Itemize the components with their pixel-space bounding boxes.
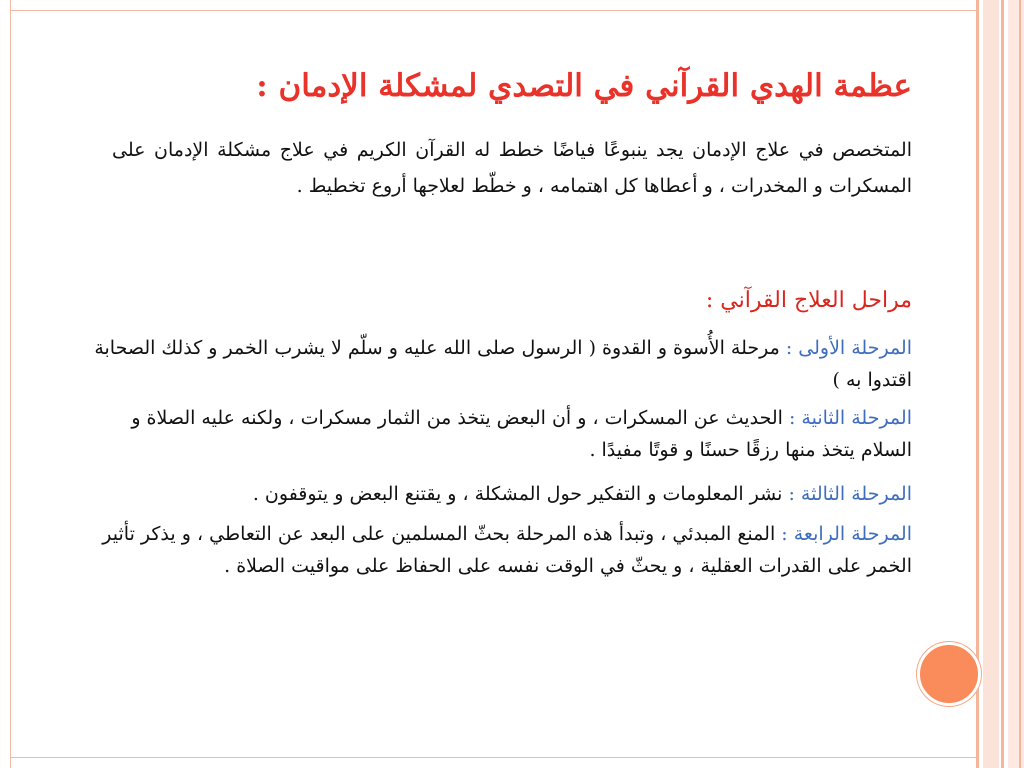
top-border-line: [10, 10, 976, 11]
intro-paragraph: المتخصص في علاج الإدمان يجد ينبوعًا فياضًا خطط له القرآن الكريم في علاج مشكلة الإدمان على المسكرات و المخدرات ، و أعطاها كل اهتمامه ، و خطّط لعلاجها أروع تخطيط .: [112, 139, 912, 197]
decor-stripe: [1019, 0, 1021, 768]
stage-label: المرحلة الرابعة :: [781, 523, 912, 545]
decor-stripe: [983, 0, 999, 768]
stages-heading: مراحل العلاج القرآني :: [705, 288, 912, 313]
stage-label: المرحلة الثالثة :: [788, 483, 912, 505]
decor-stripe: [1008, 0, 1024, 768]
stage-text: المنع المبدئي ، وتبدأ هذه المرحلة بحثّ المسلمين على البعد عن التعاطي ، و يذكر تأثير الخمر على القدرات العقلية ، و يحثّ في الوقت نفسه على الحفاظ على مواقيت الصلاة .: [102, 523, 912, 577]
stage-text: الحديث عن المسكرات ، و أن البعض يتخذ من الثمار مسكرات ، ولكنه عليه الصلاة و السلام يتخذ منها رزقًا حسنًا و قوتًا مفيدًا .: [131, 407, 912, 461]
stage-item: [82, 478, 912, 510]
stage-item: [82, 518, 912, 582]
stage-text: نشر المعلومات و التفكير حول المشكلة ، و يقتنع البعض و يتوقفون .: [252, 483, 783, 505]
stage-text: مرحلة الأُسوة و القدوة ( الرسول صلى الله عليه و سلّم لا يشرب الخمر و كذلك الصحابة اقتدوا به ): [94, 337, 912, 391]
stage-item: [82, 332, 912, 396]
decor-circle: [917, 642, 981, 706]
decor-stripe: [976, 0, 979, 768]
bottom-border-line: [10, 757, 976, 758]
slide-title: عظمة الهدي القرآني في التصدي لمشكلة الإدمان :: [256, 68, 912, 104]
stage-label: المرحلة الأولى :: [785, 337, 912, 359]
decor-stripe: [1001, 0, 1004, 768]
stage-label: المرحلة الثانية :: [788, 407, 912, 429]
left-border-line: [10, 0, 11, 768]
stage-item: [82, 402, 912, 466]
